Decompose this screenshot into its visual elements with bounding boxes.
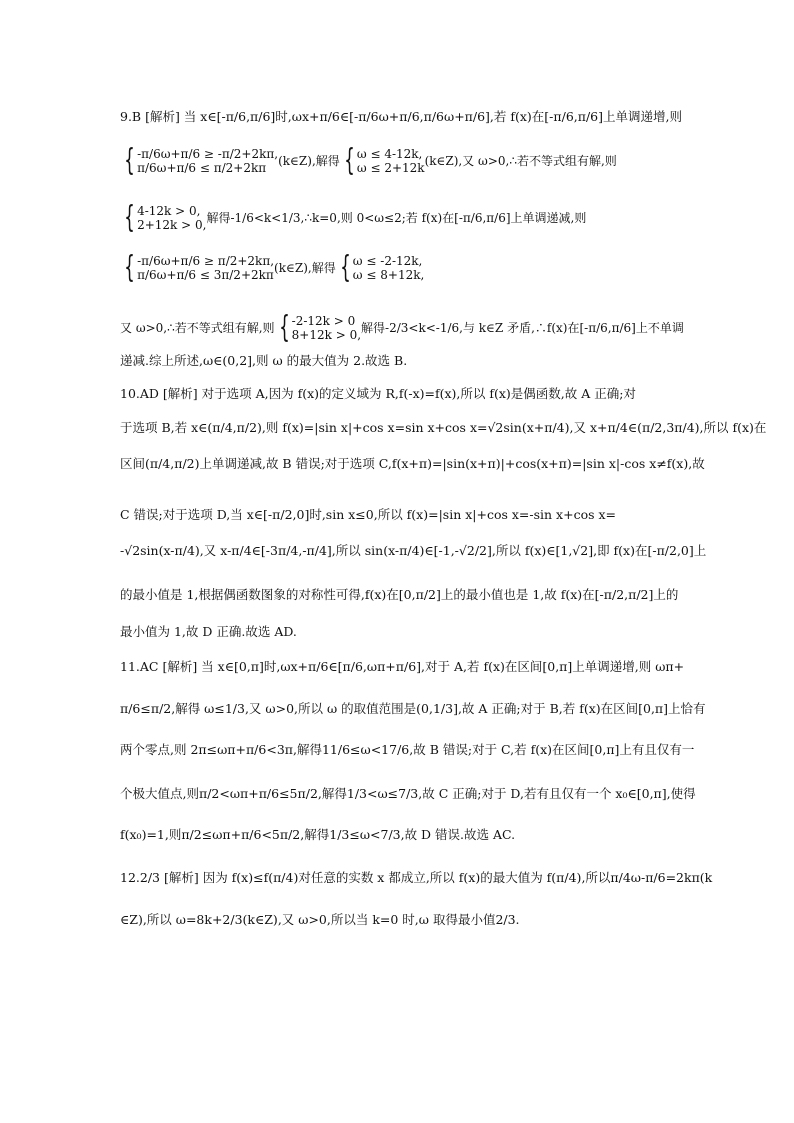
q9-s2-row-2: 2+12k > 0, <box>137 218 207 232</box>
q10-line-3: 区间(π/4,π/2)上单调递减,故 B 错误;对于选项 C,f(x+π)=|sin(x+π)|+cos(x+π)=|sin x|-cos x≠f(x),故 <box>120 456 705 471</box>
q9-s1-row-2: π/6ω+π/6 ≤ π/2+2kπ <box>137 161 267 175</box>
q9-s3-row-1: -π/6ω+π/6 ≥ π/2+2kπ, <box>137 254 275 268</box>
q12-line-2: ∈Z),所以 ω=8k+2/3(k∈Z),又 ω>0,所以当 k=0 时,ω 取得最小值2/3. <box>120 912 520 927</box>
q9-s3-tail: (k∈Z),解得 <box>274 261 336 275</box>
q10-line-7: 最小值为 1,故 D 正确.故选 AD. <box>120 624 297 639</box>
q9-line-1: 9.B [解析] 当 x∈[-π/6,π/6]时,ωx+π/6∈[-π/6ω+π/6,π/6ω+π/6],若 f(x)在[-π/6,π/6]上单调递增,则 <box>120 109 682 124</box>
q9-s3b-row-2: ω ≤ 8+12k, <box>352 268 425 282</box>
q10-line-6: 的最小值是 1,根据偶函数图象的对称性可得,f(x)在[0,π/2]上的最小值也是 1,故 f(x)在[-π/2,π/2]上的 <box>120 587 679 602</box>
q9-s3b-row-1: ω ≤ -2-12k, <box>352 254 423 268</box>
q9-s2-row-1: 4-12k > 0, <box>137 204 201 218</box>
q9-system-2: { 4-12k > 0, 2+12k > 0, 解得-1/6<k<1/3,∴k=0,则 0<ω≤2;若 f(x)在[-π/6,π/6]上单调递减,则 <box>124 200 587 235</box>
q11-line-2: π/6≤π/2,解得 ω≤1/3,又 ω>0,所以 ω 的取值范围是(0,1/3],故 A 正确;对于 B,若 f(x)在区间[0,π]上恰有 <box>120 701 706 716</box>
q9-s4-row-2: 8+12k > 0, <box>291 328 362 342</box>
q10-line-5: -√2sin(x-π/4),又 x-π/4∈[-3π/4,-π/4],所以 sin(x-π/4)∈[-1,-√2/2],所以 f(x)∈[1,√2],即 f(x)在[-π/2,0]上 <box>120 543 707 558</box>
q9-s1b-row-1: ω ≤ 4-12k, <box>356 147 423 161</box>
q10-line-2: 于选项 B,若 x∈(π/4,π/2),则 f(x)=|sin x|+cos x=sin x+cos x=√2sin(x+π/4),又 x+π/4∈(π/2,3π/4),所以 f(x)在 <box>120 420 767 435</box>
q11-line-3: 两个零点,则 2π≤ωπ+π/6<3π,解得11/6≤ω<17/6,故 B 错误;对于 C,若 f(x)在区间[0,π]上有且仅有一 <box>120 742 695 757</box>
q9-system-4-line: 又 ω>0,∴若不等式组有解,则 { -2-12k > 0 8+12k > 0, 解得-2/3<k<-1/6,与 k∈Z 矛盾,∴f(x)在[-π/6,π/6]上不单调 <box>120 310 684 345</box>
q11-line-5: f(x₀)=1,则π/2≤ωπ+π/6<5π/2,解得1/3≤ω<7/3,故 D 错误.故选 AC. <box>120 827 516 842</box>
q11-line-1: 11.AC [解析] 当 x∈[0,π]时,ωx+π/6∈[π/6,ωπ+π/6],对于 A,若 f(x)在区间[0,π]上单调递增,则 ωπ+ <box>120 659 685 674</box>
q9-last-a: 又 ω>0,∴若不等式组有解,则 <box>120 321 275 335</box>
q9-s1-row-1: -π/6ω+π/6 ≥ -π/2+2kπ, <box>137 147 279 161</box>
q11-line-4: 个极大值点,则π/2<ωπ+π/6≤5π/2,解得1/3<ω≤7/3,故 C 正确;对于 D,若有且仅有一个 x₀∈[0,π],使得 <box>120 786 696 801</box>
q9-line-end: 递减.综上所述,ω∈(0,2],则 ω 的最大值为 2.故选 B. <box>120 353 408 368</box>
q9-s2-tail: 解得-1/6<k<1/3,∴k=0,则 0<ω≤2;若 f(x)在[-π/6,π/6]上单调递减,则 <box>206 211 587 225</box>
q9-system-3: { -π/6ω+π/6 ≥ π/2+2kπ, π/6ω+π/6 ≤ 3π/2+2kπ (k∈Z),解得 { ω ≤ -2-12k, ω ≤ 8+12k, <box>124 250 425 285</box>
q9-s1b-row-2: ω ≤ 2+12k <box>356 161 425 175</box>
q10-line-4: C 错误;对于选项 D,当 x∈[-π/2,0]时,sin x≤0,所以 f(x)=|sin x|+cos x=-sin x+cos x= <box>120 507 617 522</box>
q9-system-1: { -π/6ω+π/6 ≥ -π/2+2kπ, π/6ω+π/6 ≤ π/2+2kπ (k∈Z),解得 { ω ≤ 4-12k, ω ≤ 2+12k (k∈Z),又 ω>0,∴若不等式组有解,则 <box>124 143 617 178</box>
q10-line-1: 10.AD [解析] 对于选项 A,因为 f(x)的定义域为 R,f(-x)=f(x),所以 f(x)是偶函数,故 A 正确;对 <box>120 386 636 401</box>
q9-s1b-tail: (k∈Z),又 ω>0,∴若不等式组有解,则 <box>424 154 617 168</box>
q9-s1-tail: (k∈Z),解得 <box>278 154 340 168</box>
q12-line-1: 12.2/3 [解析] 因为 f(x)≤f(π/4)对任意的实数 x 都成立,所以 f(x)的最大值为 f(π/4),所以π/4ω-π/6=2kπ(k <box>120 870 713 885</box>
q9-s3-row-2: π/6ω+π/6 ≤ 3π/2+2kπ <box>137 268 274 282</box>
q9-last-b: 解得-2/3<k<-1/6,与 k∈Z 矛盾,∴f(x)在[-π/6,π/6]上不单调 <box>361 321 684 335</box>
q9-s4-row-1: -2-12k > 0 <box>291 314 356 328</box>
